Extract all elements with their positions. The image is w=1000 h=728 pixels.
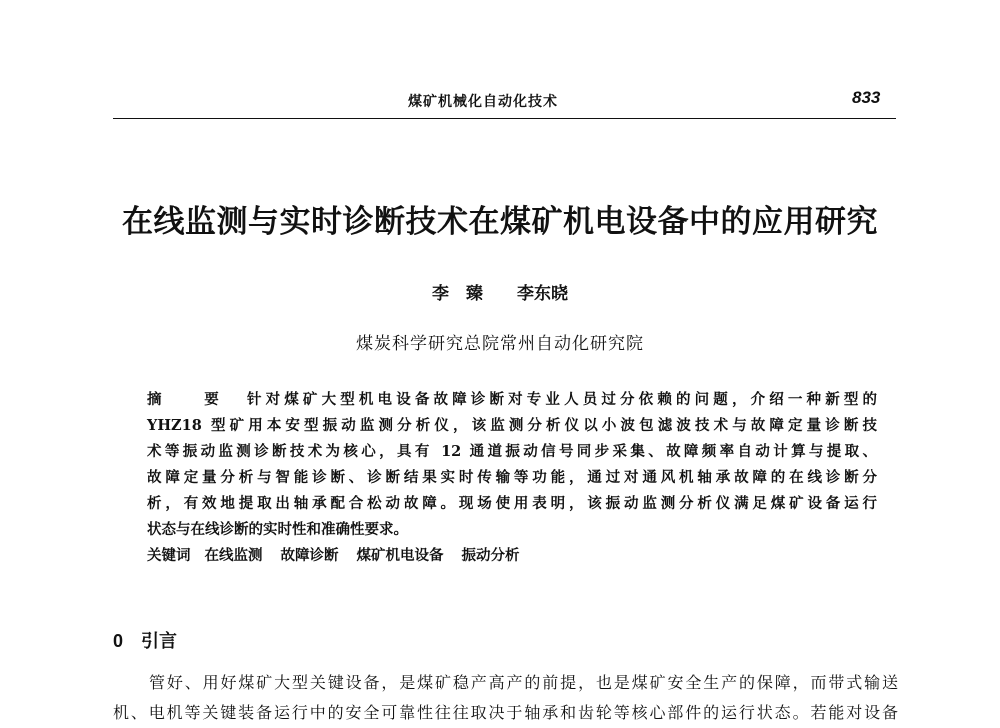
abstract [147, 387, 877, 569]
keyword: 振动分析 [461, 547, 520, 564]
abstract-line: 析，有效地提取出轴承配合松动故障。现场使用表明，该振动监测分析仪满足煤矿设备运行 [147, 495, 877, 512]
author-name: 李东晓 [516, 284, 568, 304]
author-list [0, 279, 1000, 304]
abstract-label: 摘 要 [147, 391, 233, 408]
article-title: 在线监测与实时诊断技术在煤矿机电设备中的应用研究 [122, 204, 878, 240]
body-text [113, 668, 898, 728]
abstract-line: 状态与在线诊断的实时性和准确性要求。 [147, 521, 408, 538]
author-name: 李 臻 [432, 284, 484, 304]
keyword: 故障诊断 [280, 547, 339, 564]
abstract-text: 针对煤矿大型机电设备故障诊断对专业人员过分依赖的问题，介绍一种新型的 [246, 391, 878, 408]
keywords-label: 关键词 [147, 547, 191, 564]
keyword: 煤矿机电设备 [356, 547, 444, 564]
section-heading [113, 627, 177, 653]
running-title: 煤矿机械化自动化技术 [408, 94, 558, 110]
abstract-line: 术等振动监测诊断技术为核心，具有 12 通道振动信号同步采集、故障频率自动计算与提取、 [147, 443, 877, 460]
affiliation: 煤炭科学研究总院常州自动化研究院 [356, 334, 644, 354]
abstract-line [147, 387, 877, 413]
page-number: 833 [852, 88, 881, 107]
keyword: 在线监测 [204, 547, 263, 564]
body-line: 管好、用好煤矿大型关键设备，是煤矿稳产高产的前提，也是煤矿安全生产的保障，而带式输送 [149, 673, 898, 692]
keywords [147, 543, 877, 569]
abstract-line: 故障定量分析与智能诊断、诊断结果实时传输等功能，通过对通风机轴承故障的在线诊断分 [147, 469, 877, 486]
header-rule [113, 118, 896, 119]
body-line: 机、电机等关键装备运行中的安全可靠性往往取决于轴承和齿轮等核心部件的运行状态。若能对设备 [113, 703, 898, 722]
section-title: 引言 [141, 631, 178, 652]
abstract-line: YHZ18 型矿用本安型振动监测分析仪，该监测分析仪以小波包滤波技术与故障定量诊断技 [147, 417, 877, 434]
section-number: 0 [113, 631, 124, 651]
